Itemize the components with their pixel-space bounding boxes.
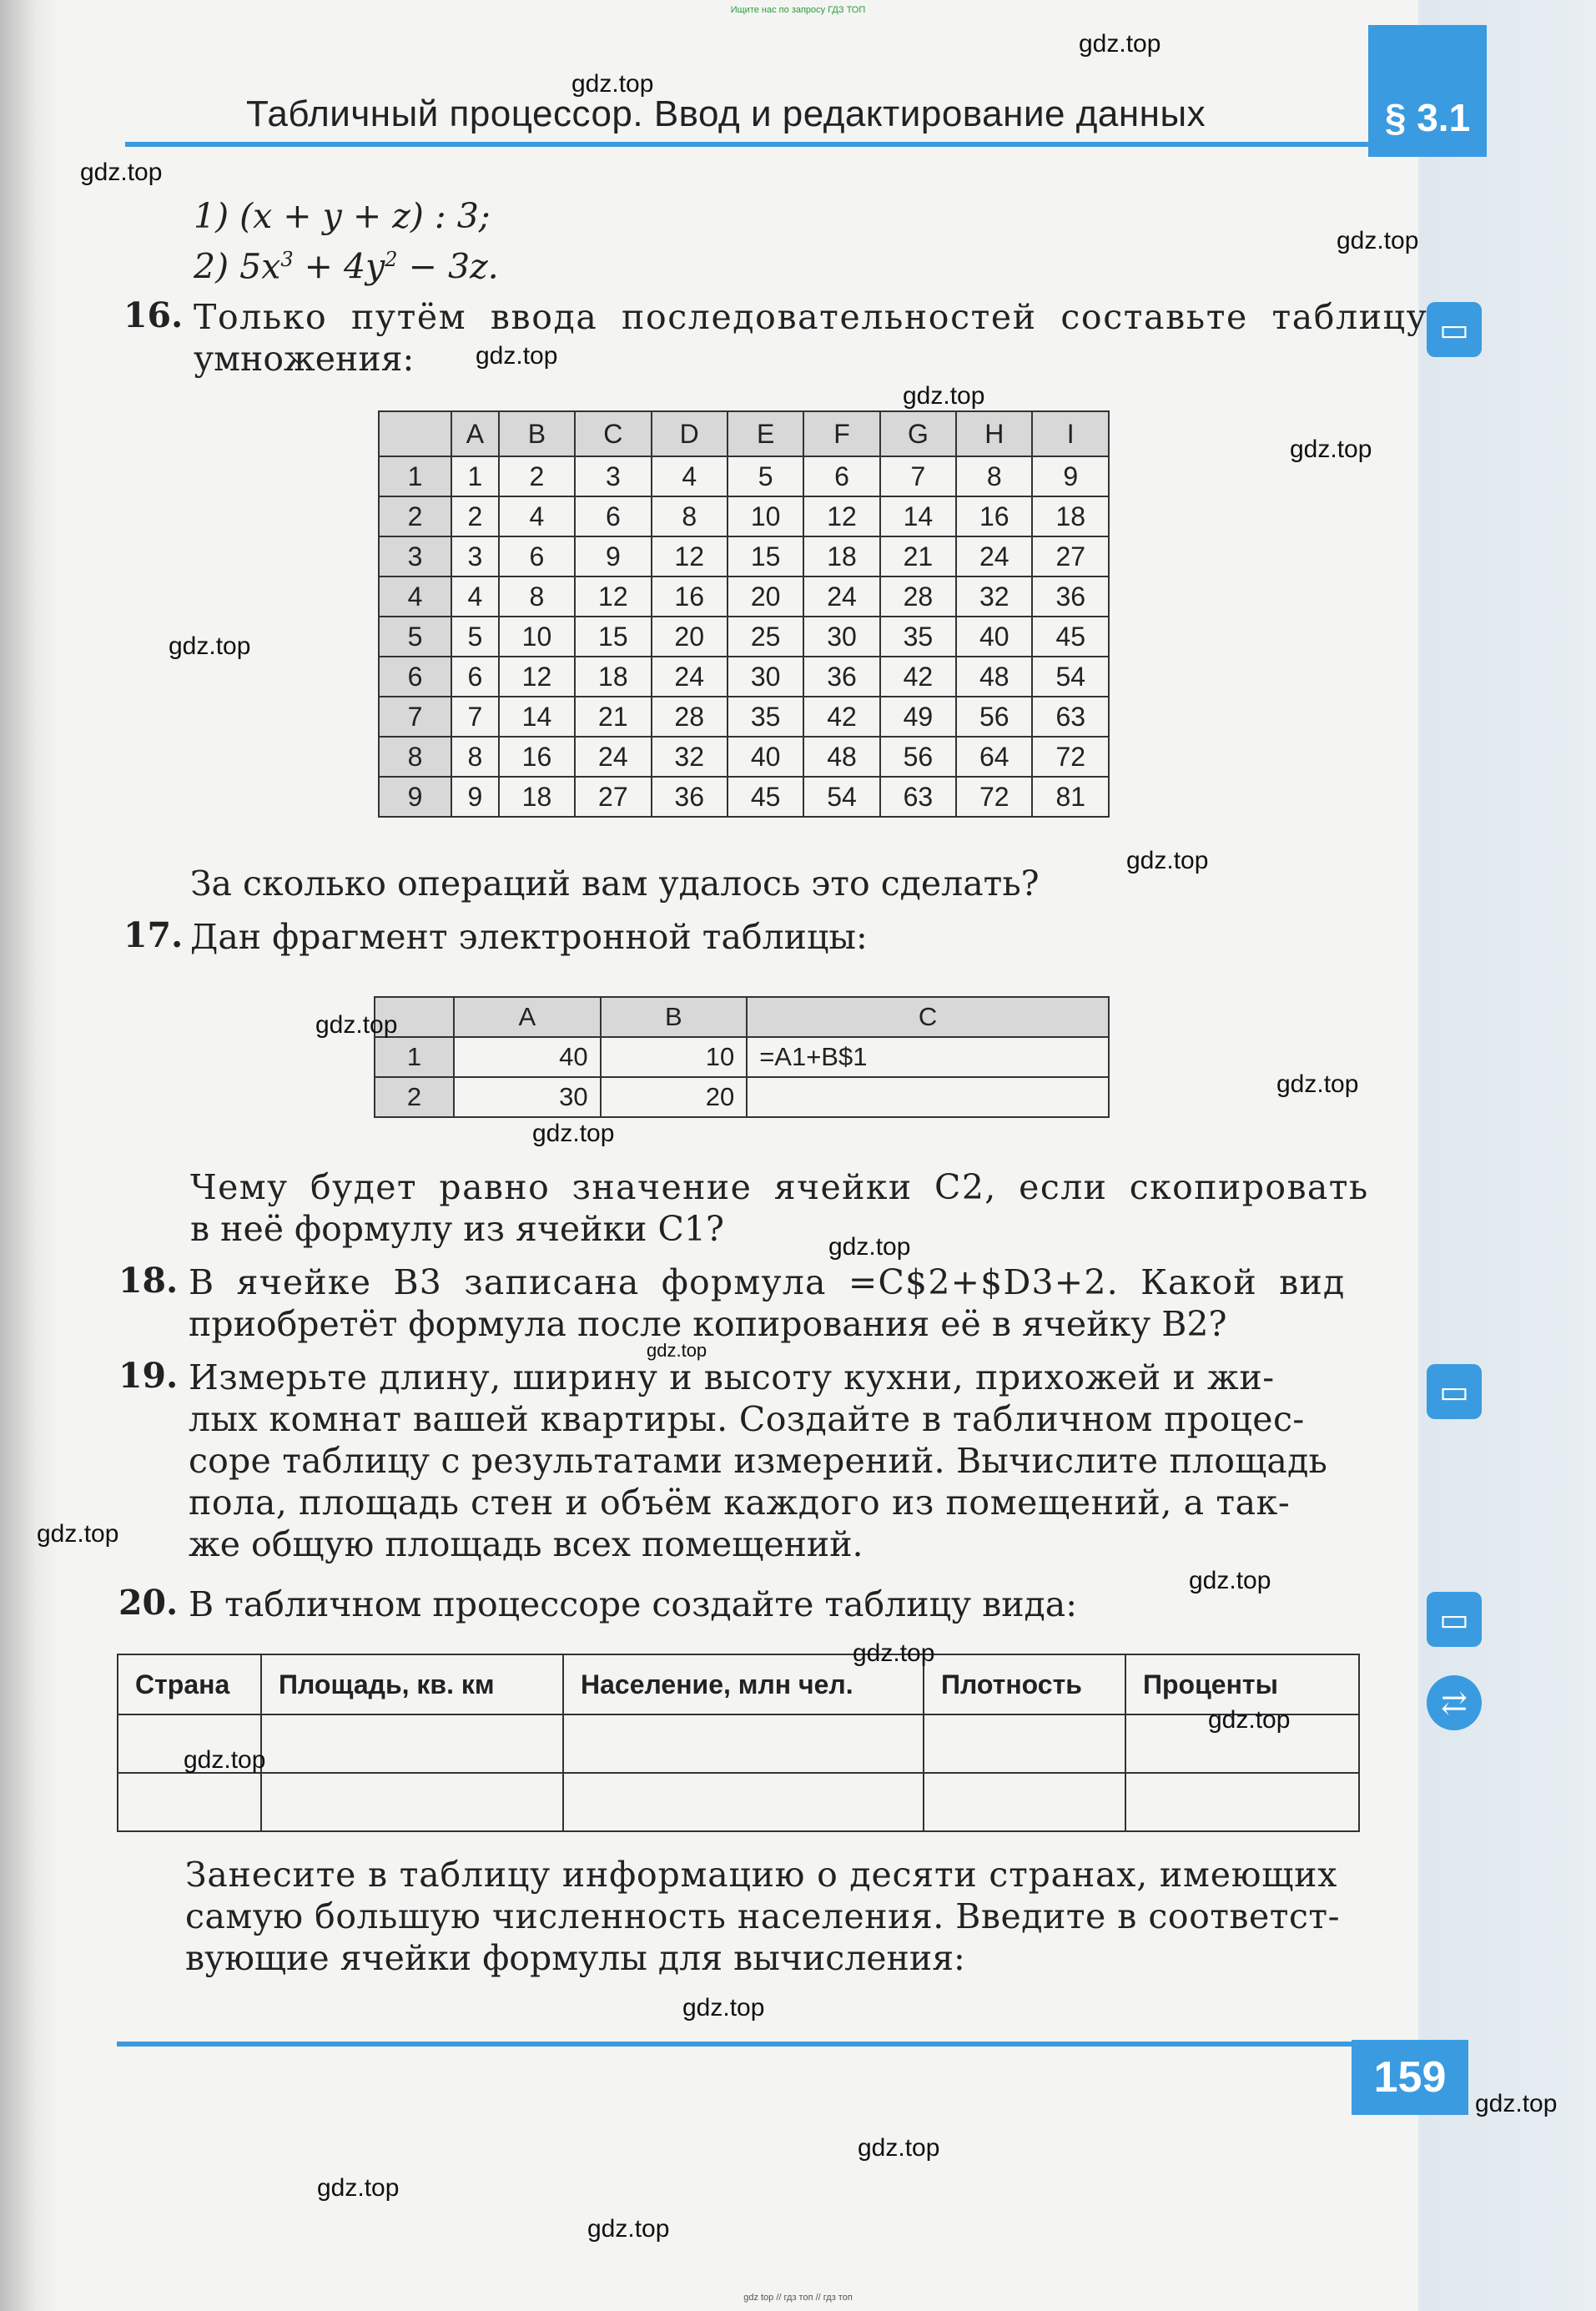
- table-cell: 5: [451, 617, 499, 657]
- top-note: Ищите нас по запросу ГДЗ ТОП: [730, 5, 866, 15]
- table-cell: 4: [499, 496, 575, 536]
- table-cell: 2: [499, 456, 575, 496]
- header-rule: [125, 142, 1377, 147]
- table-cell: 56: [956, 697, 1032, 737]
- column-header: Плотность: [924, 1654, 1125, 1714]
- table-cell: 5: [728, 456, 803, 496]
- table-cell: 12: [652, 536, 728, 576]
- table-cell: 36: [803, 657, 879, 697]
- corner-cell: [379, 411, 451, 456]
- computer-icon: ▭: [1427, 1592, 1482, 1647]
- table-cell: 16: [499, 737, 575, 777]
- column-header: I: [1032, 411, 1109, 456]
- table-cell: [563, 1773, 924, 1831]
- table-cell: [1125, 1773, 1359, 1831]
- row-header: 5: [379, 617, 451, 657]
- table-cell: 9: [451, 777, 499, 817]
- table-cell: 9: [575, 536, 651, 576]
- table-cell: [118, 1773, 261, 1831]
- table-cell: 72: [1032, 737, 1109, 777]
- watermark: gdz.top: [80, 159, 163, 186]
- table-cell: 10: [728, 496, 803, 536]
- table-cell: 8: [499, 576, 575, 617]
- watermark: gdz.top: [1337, 227, 1419, 254]
- row-header: 1: [375, 1037, 454, 1077]
- watermark: gdz.top: [1126, 847, 1209, 874]
- watermark: gdz.top: [647, 1340, 707, 1361]
- table-cell: 54: [1032, 657, 1109, 697]
- column-header: D: [652, 411, 728, 456]
- table-cell: 20: [728, 576, 803, 617]
- expression-2: 2) $5x^3 + 4y^2 - 3z$.: [194, 246, 499, 287]
- table-cell: [261, 1714, 563, 1773]
- column-header: Страна: [118, 1654, 261, 1714]
- multiplication-table: [378, 410, 1110, 818]
- task-text: лых комнат вашей квартиры. Создайте в табличном процес-: [189, 1399, 1305, 1439]
- table-cell: 18: [499, 777, 575, 817]
- column-header: Проценты: [1125, 1654, 1359, 1714]
- task-number: 19.: [118, 1356, 179, 1396]
- row-header: 6: [379, 657, 451, 697]
- table-cell: 8: [956, 456, 1032, 496]
- table-cell: 40: [728, 737, 803, 777]
- cell-a1: 40: [454, 1037, 601, 1077]
- watermark: gdz.top: [571, 70, 654, 98]
- table-cell: 63: [1032, 697, 1109, 737]
- table-cell: 4: [451, 576, 499, 617]
- task-question: в неё формулу из ячейки C1?: [190, 1209, 724, 1249]
- table-row: [379, 657, 1109, 697]
- watermark: gdz.top: [476, 342, 558, 370]
- watermark: gdz.top: [853, 1639, 935, 1667]
- row-header: 7: [379, 697, 451, 737]
- table-cell: 24: [956, 536, 1032, 576]
- exchange-arrows-icon: ⇄: [1427, 1675, 1482, 1730]
- table-cell: [924, 1714, 1125, 1773]
- task-text: Только путём ввода последовательностей составьте таблицу: [194, 297, 1428, 337]
- task-text: Измерьте длину, ширину и высоту кухни, прихожей и жи-: [189, 1357, 1275, 1397]
- table-cell: 32: [652, 737, 728, 777]
- task-text: В табличном процессоре создайте таблицу вида:: [189, 1584, 1078, 1624]
- table-cell: 56: [880, 737, 956, 777]
- column-header: B: [499, 411, 575, 456]
- table-cell: 24: [575, 737, 651, 777]
- table-cell: 24: [652, 657, 728, 697]
- table-cell: 42: [880, 657, 956, 697]
- cell-c1: =A1+B$1: [747, 1037, 1109, 1077]
- watermark: gdz.top: [1290, 436, 1372, 463]
- table-cell: 6: [575, 496, 651, 536]
- watermark: gdz.top: [903, 382, 985, 410]
- column-header: A: [451, 411, 499, 456]
- table-cell: 30: [728, 657, 803, 697]
- table-cell: 1: [451, 456, 499, 496]
- table-cell: 6: [803, 456, 879, 496]
- table-cell: 64: [956, 737, 1032, 777]
- row-header: 1: [379, 456, 451, 496]
- watermark: gdz.top: [37, 1520, 119, 1548]
- table-cell: 20: [652, 617, 728, 657]
- table-row: [379, 737, 1109, 777]
- computer-icon: ▭: [1427, 1364, 1482, 1419]
- cell-c2: [747, 1077, 1109, 1117]
- task-text: умножения:: [194, 339, 415, 379]
- page-gutter-shadow: [0, 0, 58, 2311]
- row-header: 2: [379, 496, 451, 536]
- table-cell: 18: [1032, 496, 1109, 536]
- table-cell: 24: [803, 576, 879, 617]
- column-header: G: [880, 411, 956, 456]
- table-cell: 18: [803, 536, 879, 576]
- column-header: H: [956, 411, 1032, 456]
- task-question: Чему будет равно значение ячейки C2, если скопировать: [190, 1167, 1369, 1207]
- table-cell: 21: [575, 697, 651, 737]
- column-header: C: [747, 997, 1109, 1037]
- table-cell: [261, 1773, 563, 1831]
- section-badge: § 3.1: [1368, 25, 1487, 157]
- task-number: 16.: [123, 295, 184, 335]
- table-cell: 25: [728, 617, 803, 657]
- table-cell: 40: [956, 617, 1032, 657]
- page-number: 159: [1352, 2040, 1468, 2115]
- table-row: [379, 496, 1109, 536]
- table-cell: 27: [575, 777, 651, 817]
- column-header: B: [601, 997, 748, 1037]
- row-header: 2: [375, 1077, 454, 1117]
- column-header: E: [728, 411, 803, 456]
- row-header: 8: [379, 737, 451, 777]
- table-cell: 15: [575, 617, 651, 657]
- cell-b2: 20: [601, 1077, 748, 1117]
- table-row: [379, 697, 1109, 737]
- table-cell: 16: [652, 576, 728, 617]
- task-text: же общую площадь всех помещений.: [189, 1524, 863, 1564]
- table-cell: 81: [1032, 777, 1109, 817]
- table-cell: 54: [803, 777, 879, 817]
- watermark: gdz.top: [587, 2215, 670, 2243]
- table-cell: 6: [499, 536, 575, 576]
- footer-rule: [117, 2042, 1427, 2047]
- table-cell: 21: [880, 536, 956, 576]
- table-row: [379, 456, 1109, 496]
- table-cell: 14: [499, 697, 575, 737]
- expression-1: 1) (x + y + z) : 3;: [194, 196, 491, 236]
- cell-a2: 30: [454, 1077, 601, 1117]
- table-cell: 4: [652, 456, 728, 496]
- table-cell: 9: [1032, 456, 1109, 496]
- row-header: 4: [379, 576, 451, 617]
- table-cell: 32: [956, 576, 1032, 617]
- table-row: [379, 617, 1109, 657]
- spreadsheet-fragment: [374, 996, 1110, 1118]
- page-title: Табличный процессор. Ввод и редактирование данных: [246, 93, 1206, 134]
- table-cell: 35: [728, 697, 803, 737]
- task-text: приобретёт формула после копирования её в ячейку B2?: [189, 1304, 1227, 1344]
- column-header: A: [454, 997, 601, 1037]
- table-cell: 18: [575, 657, 651, 697]
- watermark: gdz.top: [682, 1994, 765, 2021]
- watermark: gdz.top: [317, 2174, 400, 2202]
- table-cell: 2: [451, 496, 499, 536]
- table-cell: 28: [652, 697, 728, 737]
- table-cell: [924, 1773, 1125, 1831]
- watermark: gdz.top: [1475, 2090, 1558, 2117]
- task-number: 17.: [123, 915, 184, 955]
- computer-icon: ▭: [1427, 302, 1482, 357]
- table-cell: [563, 1714, 924, 1773]
- watermark: gdz.top: [1208, 1706, 1291, 1734]
- table-cell: 48: [956, 657, 1032, 697]
- task-question: За сколько операций вам удалось это сделать?: [190, 863, 1040, 904]
- table-cell: 35: [880, 617, 956, 657]
- table-cell: 7: [451, 697, 499, 737]
- table-cell: 45: [728, 777, 803, 817]
- table-cell: 28: [880, 576, 956, 617]
- watermark: gdz.top: [828, 1233, 911, 1261]
- table-cell: 12: [803, 496, 879, 536]
- table-cell: 14: [880, 496, 956, 536]
- table-cell: 3: [451, 536, 499, 576]
- cell-b1: 10: [601, 1037, 748, 1077]
- task-text: вующие ячейки формулы для вычисления:: [185, 1938, 965, 1978]
- table-cell: 15: [728, 536, 803, 576]
- task-text: пола, площадь стен и объём каждого из помещений, а так-: [189, 1483, 1291, 1523]
- table-row: [379, 536, 1109, 576]
- watermark: gdz.top: [1189, 1567, 1271, 1594]
- table-cell: 3: [575, 456, 651, 496]
- task-text: соре таблицу с результатами измерений. Вычислите площадь: [189, 1441, 1328, 1481]
- watermark: gdz.top: [532, 1120, 615, 1147]
- table-cell: 12: [499, 657, 575, 697]
- table-cell: 6: [451, 657, 499, 697]
- row-header: 9: [379, 777, 451, 817]
- table-cell: 8: [451, 737, 499, 777]
- table-cell: 30: [803, 617, 879, 657]
- table-cell: 36: [1032, 576, 1109, 617]
- watermark: gdz.top: [1276, 1070, 1359, 1098]
- task-text: самую большую численность населения. Введите в соответст-: [185, 1896, 1340, 1936]
- table-cell: 27: [1032, 536, 1109, 576]
- column-header: C: [575, 411, 651, 456]
- watermark: gdz.top: [858, 2134, 940, 2162]
- table-cell: 49: [880, 697, 956, 737]
- column-header: F: [803, 411, 879, 456]
- table-cell: 72: [956, 777, 1032, 817]
- table-cell: 48: [803, 737, 879, 777]
- table-cell: 45: [1032, 617, 1109, 657]
- table-cell: 63: [880, 777, 956, 817]
- table-cell: 10: [499, 617, 575, 657]
- table-cell: 16: [956, 496, 1032, 536]
- watermark: gdz.top: [169, 632, 251, 660]
- task-text: Дан фрагмент электронной таблицы:: [190, 917, 868, 957]
- watermark: gdz.top: [184, 1746, 266, 1774]
- table-row: [379, 576, 1109, 617]
- table-row: [379, 777, 1109, 817]
- country-table: [117, 1654, 1360, 1832]
- task-number: 18.: [118, 1261, 179, 1301]
- task-number: 20.: [118, 1583, 179, 1623]
- table-cell: 12: [575, 576, 651, 617]
- column-header: Площадь, кв. км: [261, 1654, 563, 1714]
- table-cell: 8: [652, 496, 728, 536]
- row-header: 3: [379, 536, 451, 576]
- table-cell: 7: [880, 456, 956, 496]
- table-cell: 42: [803, 697, 879, 737]
- watermark: gdz.top: [315, 1011, 398, 1039]
- task-text: Занесите в таблицу информацию о десяти странах, имеющих: [185, 1855, 1338, 1895]
- table-cell: 36: [652, 777, 728, 817]
- task-text: В ячейке B3 записана формула =C$2+$D3+2. Какой вид: [189, 1262, 1346, 1302]
- watermark: gdz.top: [1079, 30, 1161, 58]
- bottom-note: gdz top // гдз топ // гдз топ: [743, 2293, 853, 2303]
- column-header: Население, млн чел.: [563, 1654, 924, 1714]
